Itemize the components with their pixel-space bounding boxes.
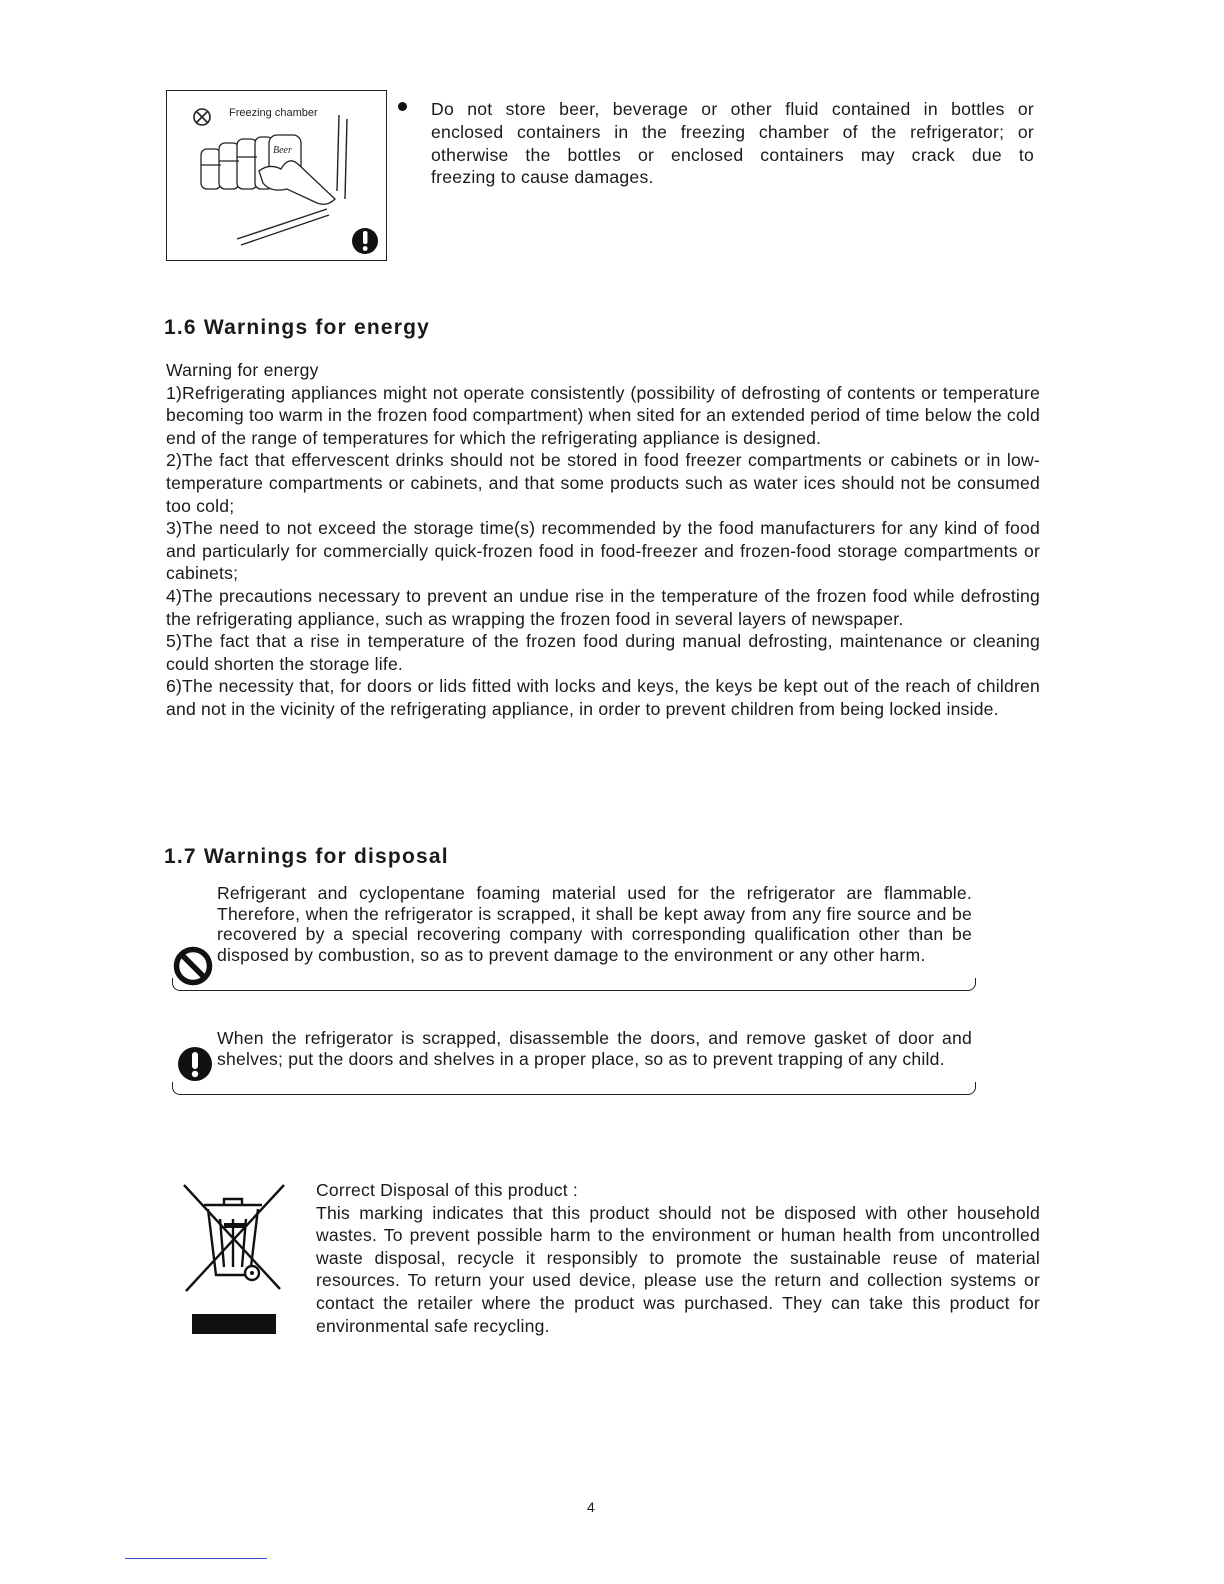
energy-section-heading: 1.6 Warnings for energy [164, 316, 431, 339]
bullet-dot-icon [398, 102, 407, 111]
weee-body: This marking indicates that this product should not be disposed with other household wastes. To prevent possible harm to the environment or human health from uncontrolled waste disposal, recycle it responsibly to promote the sustainable reuse of material resources. To return your used device, please use the return and collection systems or contact the retailer where the product was purchased. They can take this product for environmental safe recycling. [316, 1202, 1040, 1336]
energy-item-5: 5)The fact that a rise in temperature of the frozen food during manual defrosting, maintenance or cleaning could shorten the storage life. [166, 631, 1040, 674]
freezer-warning-line: enclosed containers in the freezing chamber of the refrigerator; or [431, 121, 1034, 142]
energy-item-4: 4)The precautions necessary to prevent an undue rise in the temperature of the frozen food while defrosting the refrigerating appliance, such as wrapping the frozen food in several layers of newspaper. [166, 585, 1040, 629]
illustration-label: Freezing chamber [229, 107, 318, 119]
footer-rule [125, 1558, 267, 1559]
warning-underline-bracket [172, 978, 976, 991]
can-label: Beer [273, 145, 292, 156]
energy-warning-body [166, 359, 1040, 721]
exclamation-icon [177, 1046, 213, 1082]
freezer-illustration [166, 90, 387, 261]
prohibited-icon [194, 109, 210, 125]
freezer-warning-line: freezing to cause damages. [431, 167, 654, 188]
weee-title: Correct Disposal of this product : [316, 1180, 579, 1200]
crossed-bin-icon [180, 1183, 286, 1338]
warning-underline-bracket [172, 1082, 976, 1095]
energy-item-2: 2)The fact that effervescent drinks should not be stored in food freezer compartments or cabinets or in low-temperature compartments or cabinets, and that some products such as water ices should not be consumed too cold; [166, 450, 1040, 516]
weee-disposal-text [316, 1179, 1040, 1337]
freezer-warning-text [431, 98, 1034, 189]
energy-item-6: 6)The necessity that, for doors or lids fitted with locks and keys, the keys be kept out of the reach of children and not in the vicinity of the refrigerating appliance, in order to prevent children from being locked inside. [166, 676, 1040, 719]
disposal-warning-flammable: Refrigerant and cyclopentane foaming material used for the refrigerator are flammable. Therefore, when the refrigerator is scrapped, it shall be kept away from any fire source and be recovered by a special recovering company with corresponding qualification other than be disposed by combustion, so as to prevent damage to the environment or any other harm. [217, 883, 972, 965]
disposal-warning-child-trap: When the refrigerator is scrapped, disassemble the doors, and remove gasket of door and shelves; put the doors and shelves in a proper place, so as to prevent trapping of any child. [217, 1028, 972, 1069]
page-number: 4 [587, 1499, 595, 1515]
warning-badge-icon [352, 228, 378, 254]
freezer-warning-line: Do not store beer, beverage or other fluid contained in bottles or [431, 99, 1034, 119]
energy-intro: Warning for energy [166, 360, 319, 380]
freezer-warning-line: otherwise the bottles or enclosed containers may crack due to [431, 144, 1034, 165]
energy-item-3: 3)The need to not exceed the storage time(s) recommended by the food manufacturers for any kind of food and particularly for commercially quick-frozen food in food-freezer and frozen-food storage compartments or cabinets; [166, 518, 1040, 584]
disposal-section-heading: 1.7 Warnings for disposal [164, 845, 449, 868]
energy-item-1: 1)Refrigerating appliances might not operate consistently (possibility of defrosting of contents or temperature becoming too warm in the frozen food compartment) when sited for an extended period of time below the cold end of the range of temperatures for which the refrigerating appliance is designed. [166, 382, 1040, 448]
